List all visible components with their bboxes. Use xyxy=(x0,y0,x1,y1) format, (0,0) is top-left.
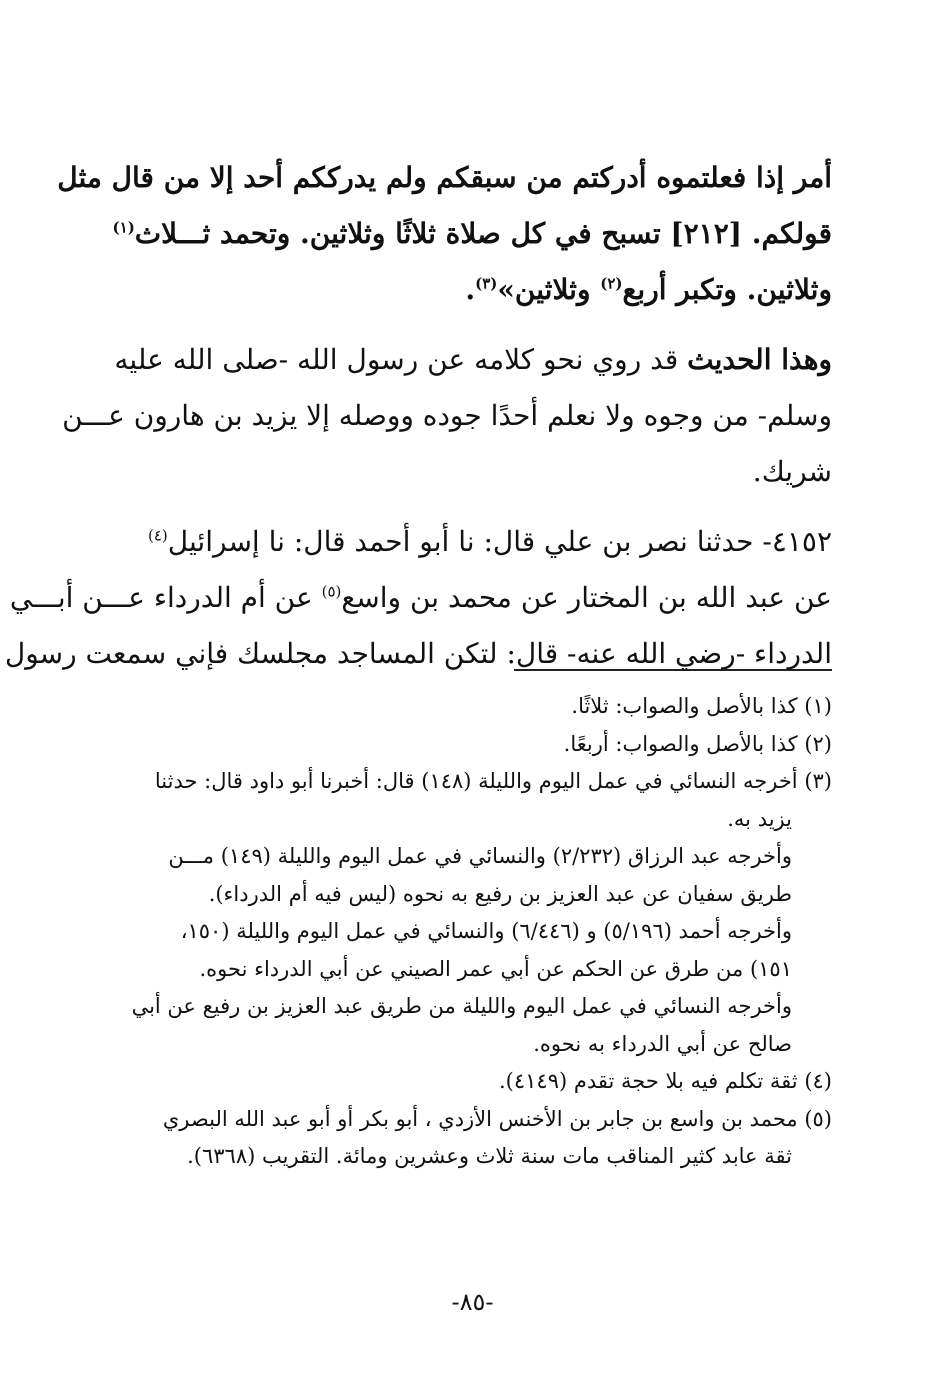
footnote-3-continuation: يزيد به. xyxy=(727,806,792,831)
footnote-5: (٥) محمد بن واسع بن جابر بن الأخنس الأزدي ، أبو بكر أو أبو عبد الله البصري xyxy=(162,1106,832,1131)
text-segment: قولكم. [٢١٢] تسبح في كل صلاة ثلاثًا وثلاثين. وتحمد ثـــلاث xyxy=(134,217,832,250)
text-line: أمر إذا فعلتموه أدركتم من سبقكم ولم يدرككم أحد إلا من قال مثل xyxy=(57,161,832,194)
footnote-separator xyxy=(514,669,832,671)
page-number: -٨٥- xyxy=(451,1288,494,1316)
text-line xyxy=(113,332,832,388)
footnote-ref[interactable]: (٣) xyxy=(475,274,498,293)
footnote-ref[interactable]: (٤) xyxy=(148,526,168,545)
footnote-ref[interactable]: (١) xyxy=(112,218,135,237)
footnote-3-continuation: وأخرجه النسائي في عمل اليوم والليلة من طريق عبد العزيز بن رفيع عن أبي xyxy=(131,994,792,1018)
footnote-2: (٢) كذا بالأصل والصواب: أربعًا. xyxy=(563,731,832,756)
commentary-paragraph xyxy=(62,332,832,500)
hadith-text-paragraph xyxy=(57,150,832,318)
footnote-ref[interactable]: (٢) xyxy=(600,274,623,293)
main-text xyxy=(4,150,832,696)
text-line: وسلم- من وجوه ولا نعلم أحدًا جوده ووصله إلا يزيد بن هارون عـــن xyxy=(62,399,832,432)
text-line xyxy=(113,514,832,570)
hadith-4152-paragraph xyxy=(4,514,832,682)
text-segment: قد روي نحو كلامه عن رسول الله -صلى الله عليه xyxy=(114,343,688,376)
text-segment: وثلاثين» xyxy=(497,273,601,306)
text-line: الدرداء -رضي الله عنه- قال: لتكن المساجد مجلسك فإني سمعت رسول xyxy=(4,637,832,670)
text-line xyxy=(9,570,832,626)
text-line xyxy=(113,206,832,262)
text-segment: عن عبد الله بن المختار عن محمد بن واسع xyxy=(341,581,832,614)
text-segment: . xyxy=(465,273,476,306)
text-line xyxy=(113,262,832,318)
footnote-3-continuation: وأخرجه عبد الرزاق (٢/٢٣٢) والنسائي في عمل اليوم والليلة (١٤٩) مـــن xyxy=(168,844,792,868)
text-segment: وثلاثين. وتكبر أربع xyxy=(622,273,832,306)
text-segment: ٤١٥٢- حدثنا نصر بن علي قال: نا أبو أحمد قال: نا إسرائيل xyxy=(167,525,832,558)
footnote-5-continuation: ثقة عابد كثير المناقب مات سنة ثلاث وعشرين ومائة. التقريب (٦٣٦٨). xyxy=(187,1144,792,1168)
footnote-4: (٤) ثقة تكلم فيه بلا حجة تقدم (٤١٤٩). xyxy=(499,1069,832,1093)
footnote-3-continuation: طريق سفيان عن عبد العزيز بن رفيع به نحوه (ليس فيه أم الدرداء). xyxy=(208,881,792,906)
footnote-3-continuation: وأخرجه أحمد (٥/١٩٦) و (٦/٤٤٦) والنسائي في عمل اليوم والليلة (١٥٠، xyxy=(180,919,792,943)
footnotes xyxy=(113,688,832,1176)
text-line: شريك. xyxy=(752,455,832,488)
footnote-1: (١) كذا بالأصل والصواب: ثلاثًا. xyxy=(571,694,832,718)
footnote-3-continuation: ١٥١) من طرق عن الحكم عن أبي عمر الصيني عن أبي الدرداء نحوه. xyxy=(199,956,792,981)
text-segment: عن أم الدرداء عـــن أبـــي xyxy=(9,581,322,614)
footnote-3-continuation: صالح عن أبي الدرداء به نحوه. xyxy=(533,1031,792,1056)
commentary-lead: وهذا الحديث xyxy=(687,343,832,376)
footnote-3: (٣) أخرجه النسائي في عمل اليوم والليلة (١٤٨) قال: أخبرنا أبو داود قال: حدثنا xyxy=(154,769,832,793)
footnote-ref[interactable]: (٥) xyxy=(321,582,342,601)
